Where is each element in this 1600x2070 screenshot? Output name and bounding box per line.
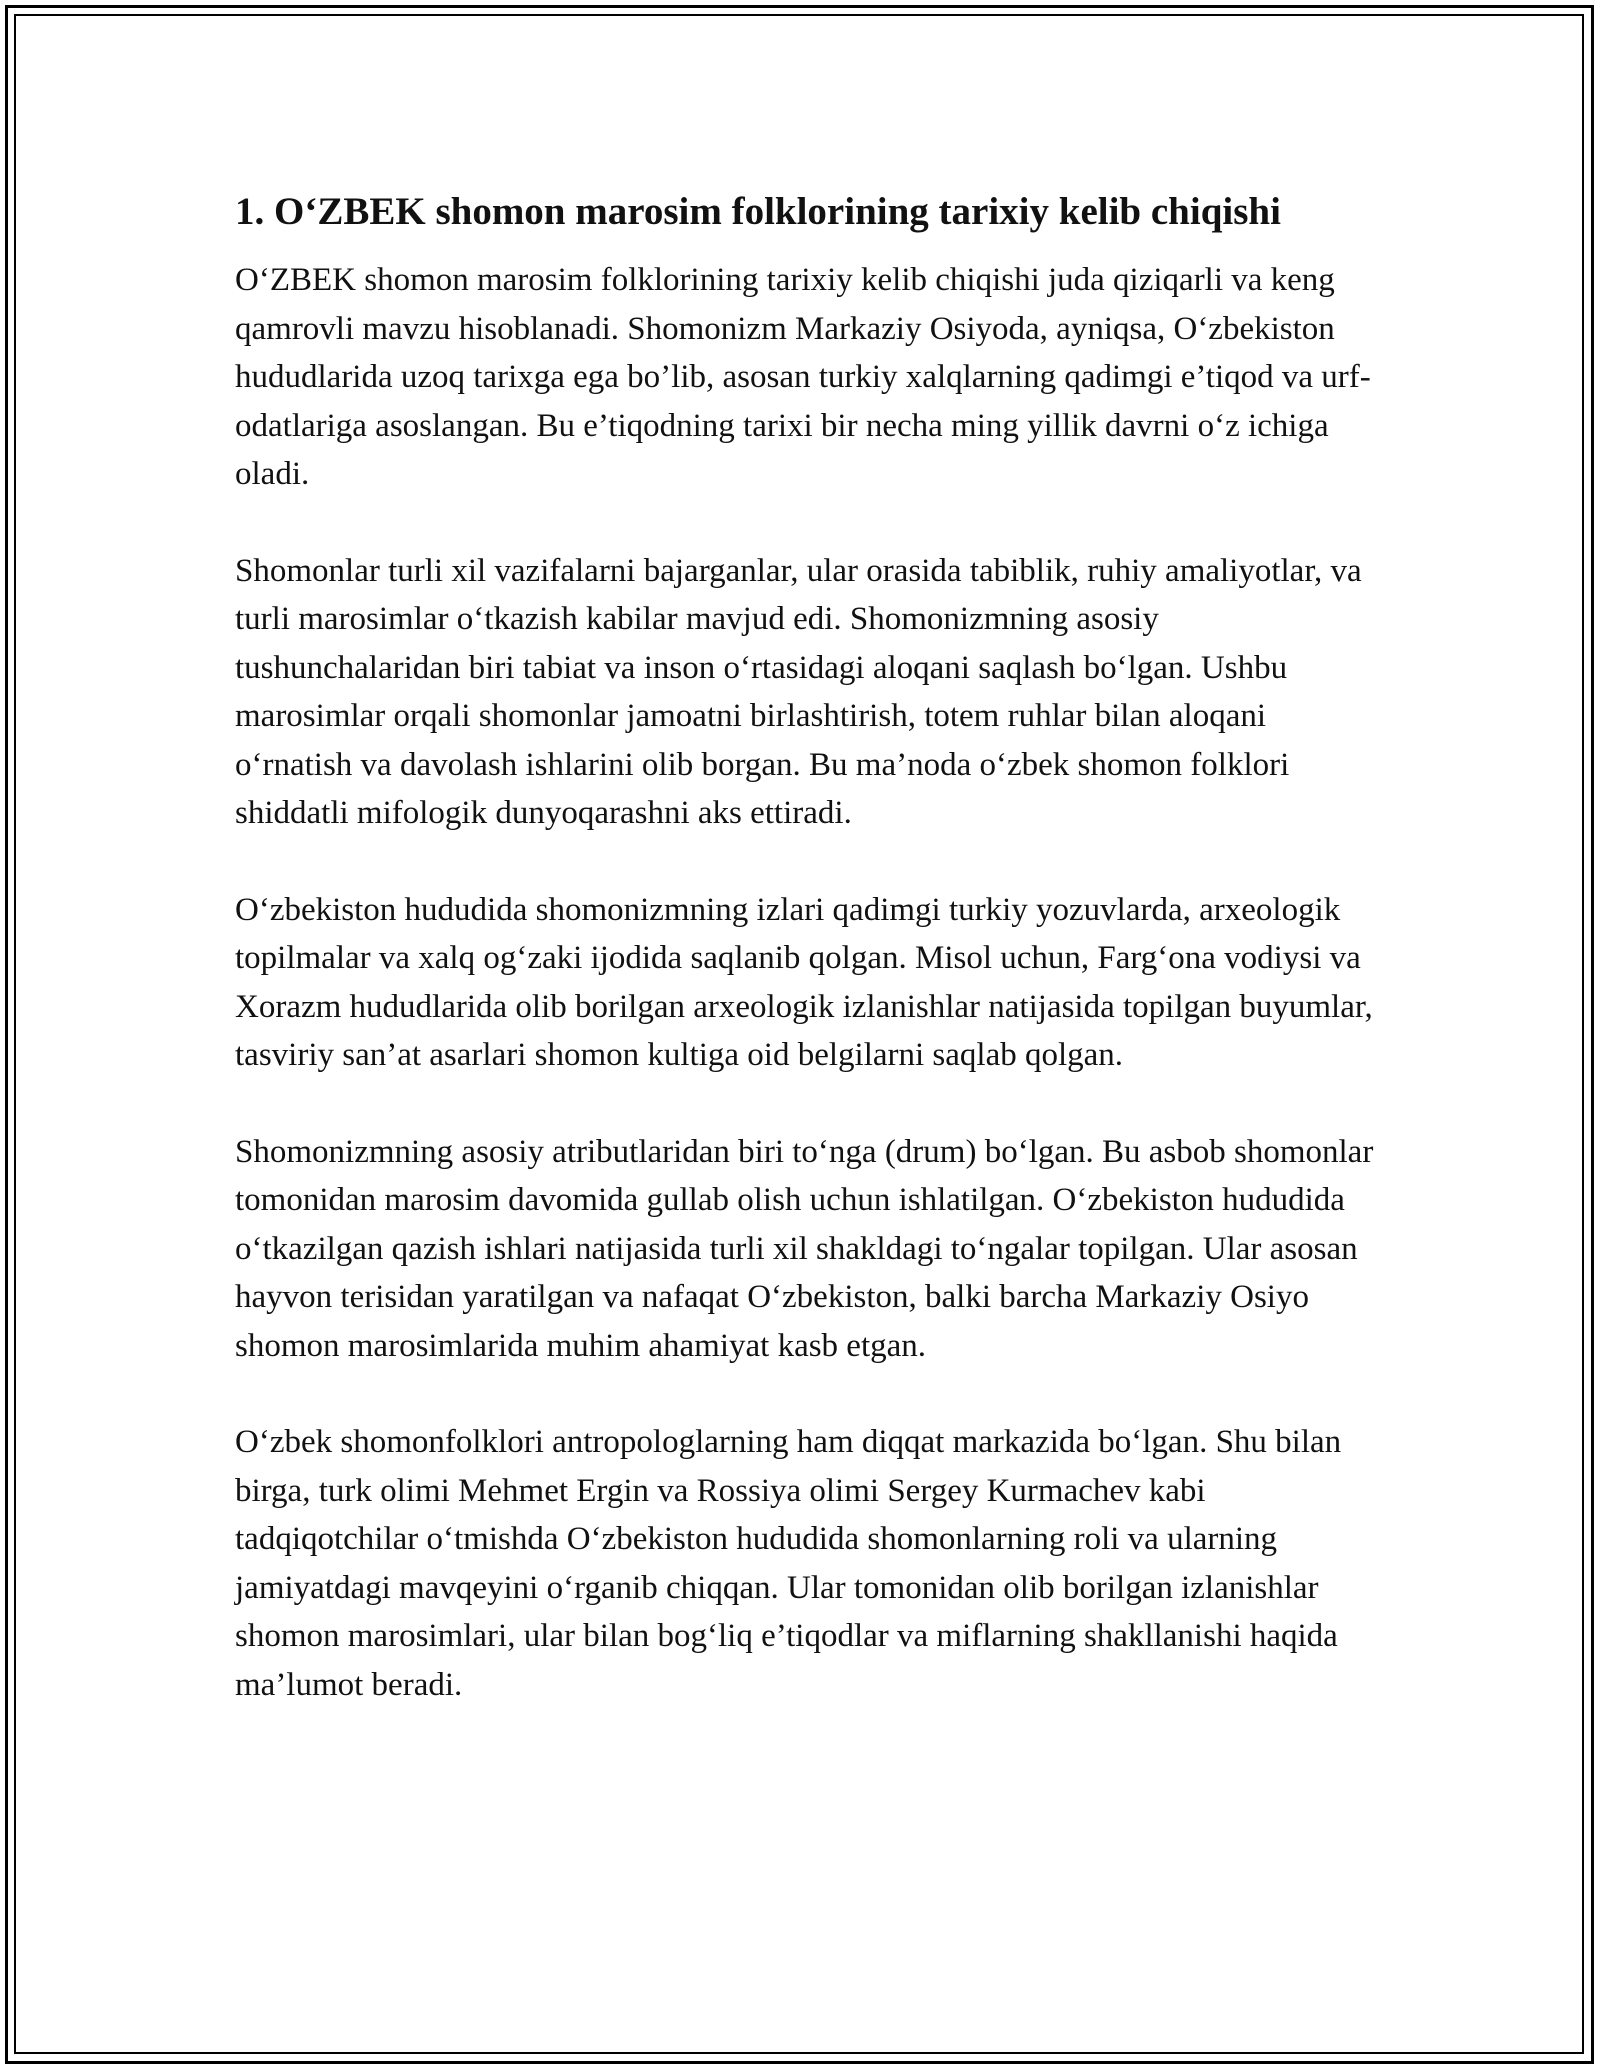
section-heading: 1. O‘ZBEK shomon marosim folklorining tarixiy kelib chiqishi <box>235 190 1281 233</box>
paragraph-1: O‘ZBEK shomon marosim folklorining tarixiy kelib chiqishi juda qiziqarli va keng qamrovli mavzu hisoblanadi. Shomonizm Markaziy Osiyoda, ayniqsa, O‘zbekiston hududlarida uzoq tarixga ega bo’lib, asosan turkiy xalqlarning qadimgi e’tiqod va urf-odatlariga asoslangan. Bu e’tiqodning tarixi bir necha ming yillik davrni o‘z ichiga oladi. <box>235 262 1371 492</box>
document-body <box>235 182 1380 1757</box>
paragraph-5: O‘zbek shomonfolklori antropologlarning ham diqqat markazida bo‘lgan. Shu bilan birga, turk olimi Mehmet Ergin va Rossiya olimi Sergey Kurmachev kabi tadqiqotchilar o‘tmishda O‘zbekiston hududida shomonlarning roli va ularning jamiyatdagi mavqeyini o‘rganib chiqqan. Ular tomonidan olib borilgan izlanishlar shomon marosimlari, ular bilan bog‘liq e’tiqodlar va miflarning shakllanishi haqida ma’lumot beradi. <box>235 1424 1342 1703</box>
paragraph-4: Shomonizmning asosiy atributlaridan biri to‘nga (drum) bo‘lgan. Bu asbob shomonlar tomonidan marosim davomida gullab olish uchun ishlatilgan. O‘zbekiston hududida o‘tkazilgan qazish ishlari natijasida turli xil shakldagi to‘ngalar topilgan. Ular asosan hayvon terisidan yaratilgan va nafaqat O‘zbekiston, balki barcha Markaziy Osiyo shomon marosimlarida muhim ahamiyat kasb etgan. <box>235 1133 1374 1364</box>
paragraph-3: O‘zbekiston hududida shomonizmning izlari qadimgi turkiy yozuvlarda, arxeologik topilmalar va xalq og‘zaki ijodida saqlanib qolgan. Misol uchun, Farg‘ona vodiysi va Xorazm hududlarida olib borilgan arxeologik izlanishlar natijasida topilgan buyumlar, tasviriy san’at asarlari shomon kultiga oid belgilarni saqlab qolgan. <box>235 891 1373 1073</box>
paragraph-2: Shomonlar turli xil vazifalarni bajarganlar, ular orasida tabiblik, ruhiy amaliyotlar, va turli marosimlar o‘tkazish kabilar mavjud edi. Shomonizmning asosiy tushunchalaridan biri tabiat va inson o‘rtasidagi aloqani saqlash bo‘lgan. Ushbu marosimlar orqali shomonlar jamoatni birlashtirish, totem ruhlar bilan aloqani o‘rnatish va davolash ishlarini olib borgan. Bu ma’noda o‘zbek shomon folklori shiddatli mifologik dunyoqarashni aks ettiradi. <box>235 552 1362 831</box>
